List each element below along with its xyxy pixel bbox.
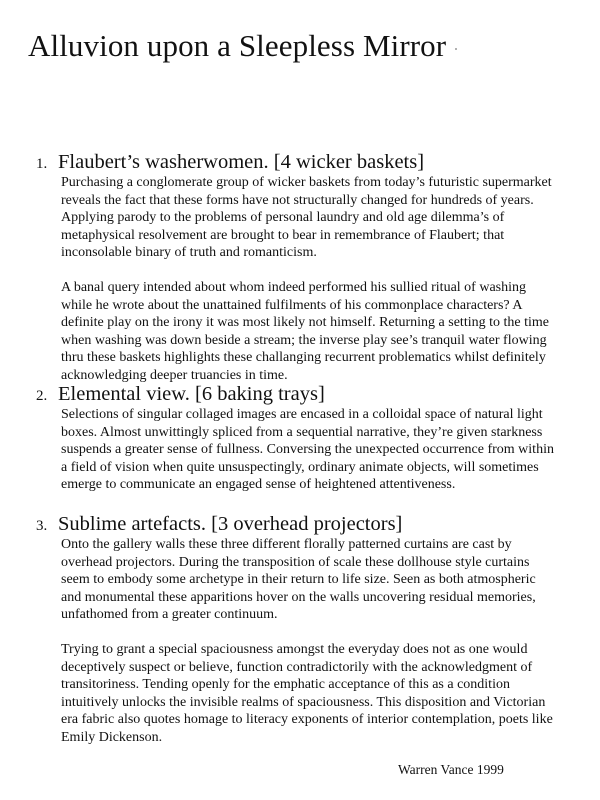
section-paragraph: Onto the gallery walls these three different florally patterned curtains are cast by overhead projectors. During the transposition of scale these dollhouse style curtains seem to embody some archetype in their return to life size. Seen as both atmospheric and monumental these apparitions hover on the walls uncovering residual memories, unfathomed from a greater continuum. [61, 537, 536, 623]
section-title: Sublime artefacts. [3 overhead projectors] [58, 513, 403, 535]
section-heading [36, 150, 556, 174]
section-number: 2. [36, 388, 48, 404]
section-paragraph: Selections of singular collaged images are encased in a colloidal space of natural light boxes. Almost unwittingly spliced from a sequential narrative, they’re given starkness suspends a greater sense of fullness. Conversing the unexpected occurrence from within a field of vision when quite unsuspectingly, ordinary animate objects, will sometimes emerge to communicate an engaged sense of heightened attentiveness. [61, 407, 554, 493]
section-sublime-artefacts [36, 512, 556, 747]
author-signature: Warren Vance 1999 [398, 762, 504, 777]
section-title: Elemental view. [6 baking trays] [58, 383, 325, 405]
section-paragraph: Purchasing a conglomerate group of wicker baskets from today’s futuristic supermarket reveals the fact that these forms have not structurally changed for hundreds of years. Applying parody to the problems of personal laundry and old age dilemma’s of metaphysical resolvement are brought to bear in remembrance of Flaubert; that inconsolable binary of truth and romanticism. [61, 175, 552, 261]
section-flauberts-washerwomen [36, 150, 556, 385]
section-heading [36, 382, 556, 406]
section-paragraph: A banal query intended about whom indeed performed his sullied ritual of washing while he wrote about the unattained fulfilments of his commonplace characters? A definite play on the irony it was most likely not himself. Returning a setting to the time when washing was down beside a stream; the inverse play see’s tranquil water flowing thru these baskets highlights these challanging recurrent problematics whilst definitely acknowledging deeper truancies in time. [61, 279, 549, 383]
section-elemental-view [36, 382, 556, 494]
section-number: 3. [36, 518, 48, 534]
section-heading [36, 512, 556, 536]
document-title: Alluvion upon a Sleepless Mirror [28, 28, 447, 63]
section-paragraph: Trying to grant a special spaciousness amongst the everyday does not as one would deceptively suspect or believe, function contradictorily with the acknowledgment of transitoriness. Tending openly for the emphatic acceptance of this as a condition intuitively unlocks the invisible realms of spaciousness. This disposition and Victorian era fabric also quotes homage to literacy exponents of interior contemplation, poets like Emily Dickenson. [61, 641, 553, 745]
section-title: Flaubert’s washerwomen. [4 wicker baskets] [58, 151, 425, 173]
section-number: 1. [36, 156, 48, 172]
scan-speck [455, 48, 457, 50]
